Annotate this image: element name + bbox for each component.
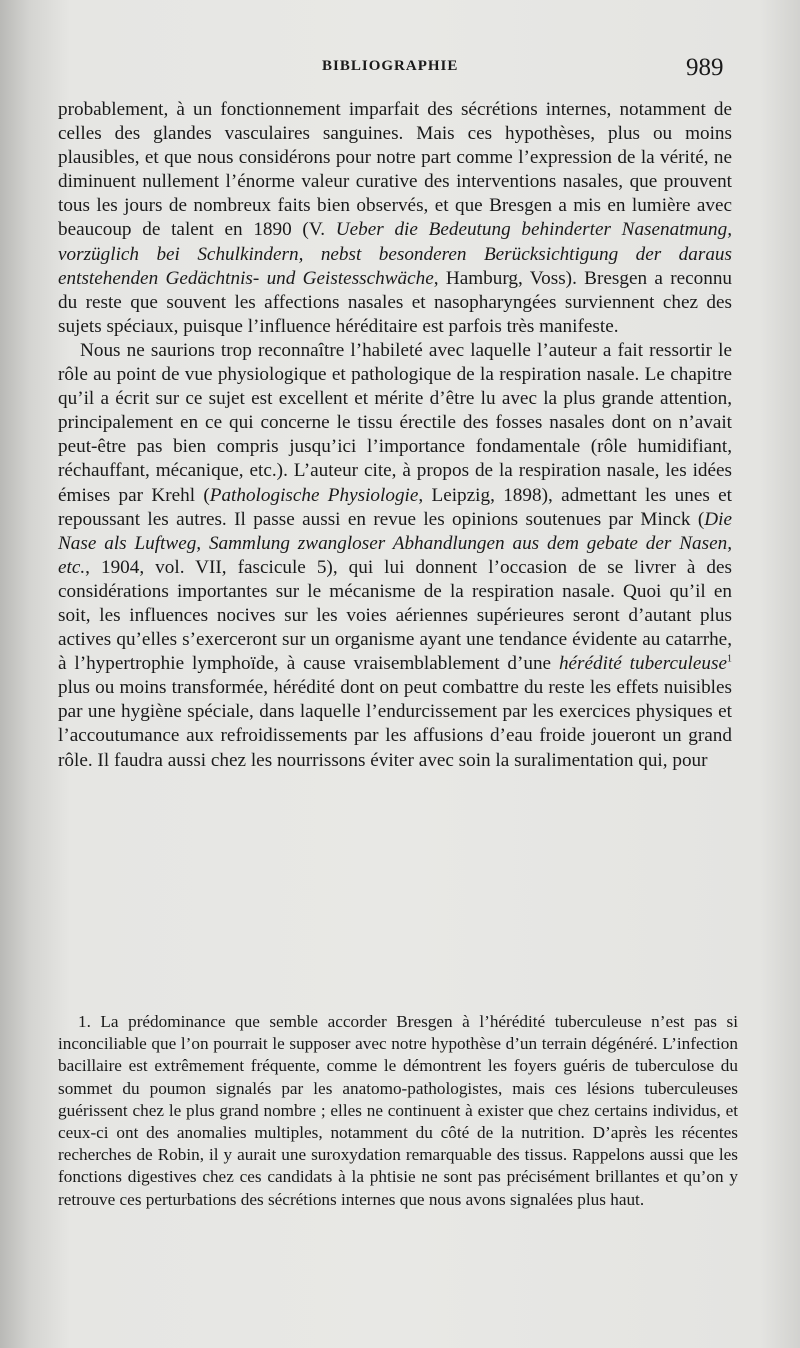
paragraph-2-text-c: , 1904, vol. VII, fascicule 5), qui lui donnent l’occasion de se livrer à des considérations importantes sur le mécanisme de la respiration nasale. Quoi qu’il en soit, les influences nocives sur les voies aériennes supérieures seront d’autant plus actives qu’elles s’exerceront sur un organisme ayant une tendance évidente au catarrhe, à l’hypertrophie lymphoïde, à cause vraisemblablement d’une xyxy=(58,556,732,675)
minck-book-title: Die Nase als Luftweg, Sammlung zwangloser Abhandlungen aus dem gebate der Nasen, etc. xyxy=(58,508,732,578)
paragraph-2-text-d: plus ou moins transformée, hérédité dont on peut combattre du reste les effets nuisibles par une hygiène spéciale, dans laquelle l’endurcissement par les exercices physiques et l’accoutumance aux refroidissements par les affusions d’eau froide joueront un grand rôle. Il faudra aussi chez les nourrissons éviter avec soin la suralimentation qui, pour xyxy=(58,677,732,771)
bresgen-book-title: Ueber die Bedeutung behinderter Nasenatmung, vorzüglich bei Schulkindern, nebst besonderen Berücksichtigung der daraus entstehenden Gedächtnis- und Geistesschwäche xyxy=(58,219,732,289)
paragraph-2-text-a: Nous ne saurions trop reconnaître l’habileté avec laquelle l’auteur a fait ressortir le rôle au point de vue physiologique et pathologique de la respiration nasale. Le chapitre qu’il a écrit sur ce sujet est excellent et mérite d’être lu avec la plus grande attention, principalement en ce qui concerne le tissu érectile des fosses nasales dont on n’avait peut-être pas bien compris jusqu’ici l’importance fondamentale (rôle humidifiant, réchauffant, mécanique, etc.). L’auteur cite, à propos de la respiration nasale, les idées émises par Krehl ( xyxy=(58,339,732,506)
paragraph-1-text-b: , Hamburg, Voss). Bresgen a reconnu du reste que souvent les affections nasales et nasopharyngées surviennent chez des sujets spéciaux, puisque l’influence héréditaire est parfois très manifeste. xyxy=(58,267,733,337)
main-text xyxy=(58,98,732,773)
page-header xyxy=(0,54,800,88)
footnote-reference: 1 xyxy=(726,653,732,665)
footnote-1: 1. La prédominance que semble accorder Bresgen à l’hérédité tuberculeuse n’est pas si inconciliable que l’on pourrait le supposer avec notre hypothèse d’un terrain dégénéré. L’infection bacillaire est extrêmement fréquente, comme le démontrent les foyers guéris de tuberculose du sommet du poumon signalés par les anatomo-pathologistes, mais ces lésions tuberculeuses guérissent chez le plus grand nombre ; elles ne continuent à exister que chez certains individus, et ceux-ci ont des anomalies multiples, notamment du côté de la nutrition. D’après les récentes recherches de Robin, il y aurait une suroxydation remarquable des tissus. Rappelons aussi que les fonctions digestives chez ces candidats à la phtisie ne sont pas précisément brillantes et qu’on y retrouve ces perturbations des sécrétions internes que nous avons signalées plus haut. xyxy=(58,1012,738,1209)
paragraph-1 xyxy=(58,98,732,339)
emphasis-heredite-tuberculeuse: hérédité tuberculeuse xyxy=(558,653,727,675)
krehl-book-title: Pathologische Physiologie xyxy=(209,484,419,506)
footnote-area xyxy=(58,1011,738,1211)
paragraph-2 xyxy=(58,339,732,773)
paragraph-2-text-b: , Leipzig, 1898), admettant les unes et repoussant les autres. Il passe aussi en revue les opinions soutenues par Minck ( xyxy=(58,484,732,530)
running-head: BIBLIOGRAPHIE xyxy=(322,58,459,74)
paragraph-1-text-a: probablement, à un fonctionnement imparfait des sécrétions internes, notamment de celles des glandes vasculaires sanguines. Mais ces hypothèses, plus ou moins plausibles, et que nous considérons pour notre part comme l’expression de la vérité, ne diminuent nullement l’énorme valeur curative des interventions nasales, que prouvent tous les jours de nombreux faits bien observés, et que Bresgen a mis en lumière avec beaucoup de talent en 1890 (V. xyxy=(58,99,732,241)
page-number: 989 xyxy=(686,54,724,81)
